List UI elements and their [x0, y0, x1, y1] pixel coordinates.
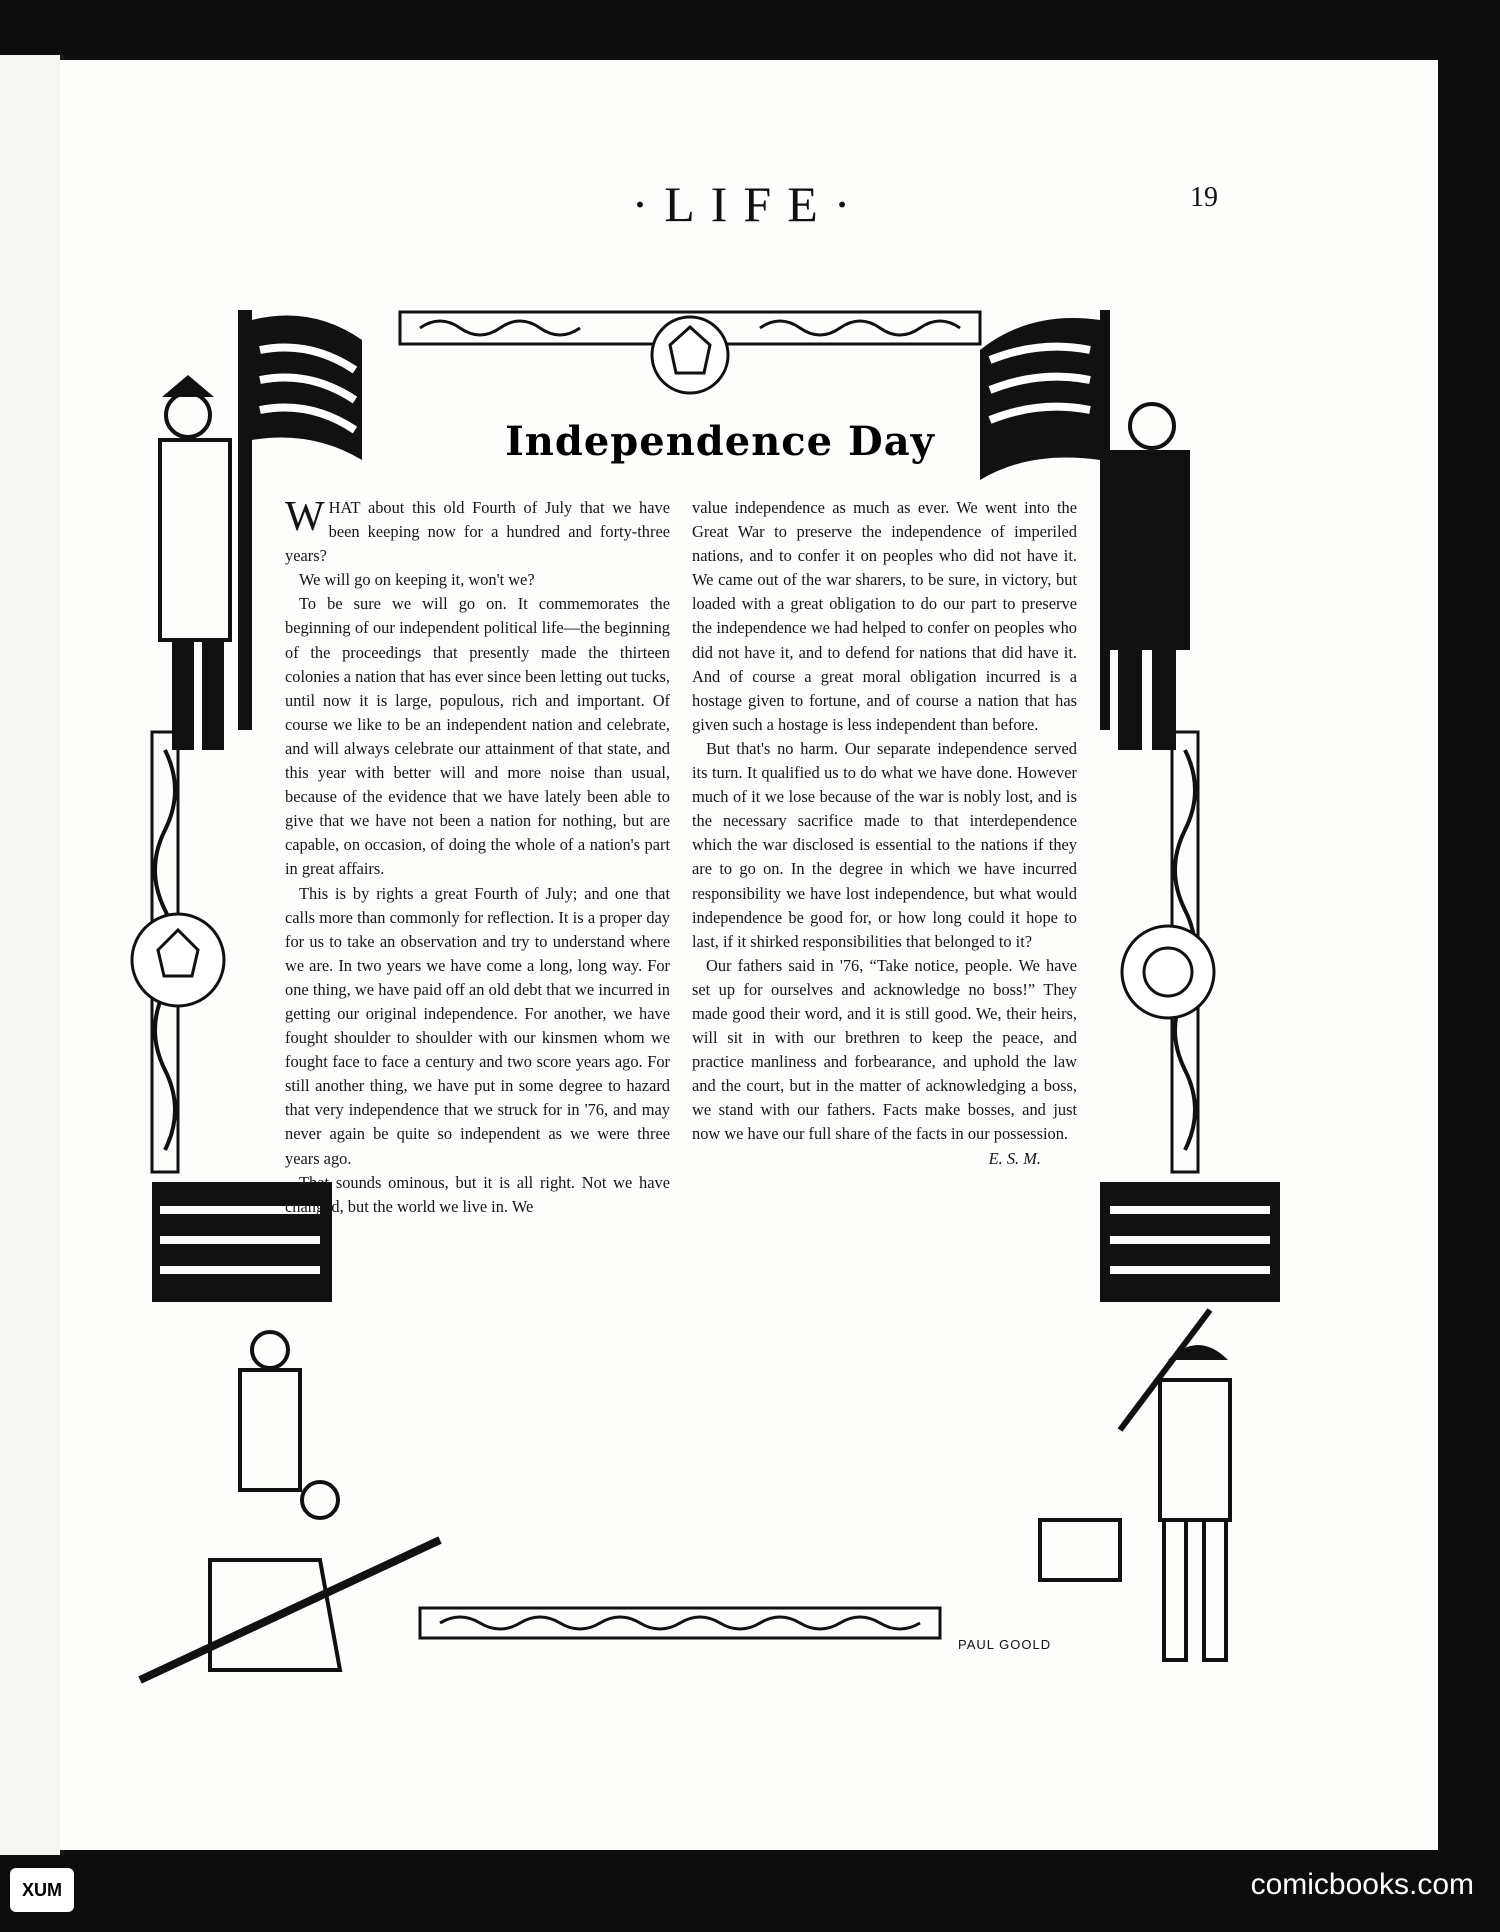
paragraph: To be sure we will go on. It commemorates the beginning of our independent political life—the beginning of the proceedings that presently made the thirteen colonies a nation that has ever since been letting out tucks, until now it is large, populous, rich and important. Of course we like to be an independent nation and celebrate, and will always celebrate our attainment of that state, and this year with better will and more noise than usual, because of the evidence that we have lately been able to give that we have not been a nation for nothing, but are capable, on occasion, of doing the whole of a nation's part in great affairs.: [285, 594, 670, 879]
right-laurel-frame: [1122, 732, 1214, 1172]
magazine-page: [60, 60, 1438, 1850]
paragraph: Our fathers said in '76, “Take notice, people. We have set up for ourselves and acknowledge no boss!” They made good their word, and it is still good. We, their heirs, will sit in with our brethren to keep the peace, and practice manliness and forbearance, and uphold the law and the court, but in the matter of acknowledging a boss, we stand with our fathers. Facts make bosses, and just now we have our full share of the facts in our possession.: [692, 955, 1077, 1144]
bottom-left-soldiers: [140, 1182, 440, 1680]
lead-paragraph: [285, 496, 670, 568]
article-column-left: [285, 496, 670, 1219]
article-title: Independence Day: [505, 418, 935, 465]
site-watermark: comicbooks.com: [1250, 1868, 1474, 1901]
paragraph: This is by rights a great Fourth of July; and one that calls more than commonly for reflection. It is a proper day for us to take an observation and try to understand where we are. In two years we have come a long, long way. For one thing, we have paid off an old debt that we incurred in getting our original independence. For another, we have fought shoulder to shoulder with our kinsmen whom we fought face to face a century and two score years ago. For still another thing, we have put in some degree to hazard that very independence that we struck for in '76, and may never again be quite so independent as we were three years ago.: [285, 883, 670, 1168]
paragraph: But that's no harm. Our separate independence served its turn. It qualified us to do what we have done. However much of it we lose because of the war is nobly lost, and is the necessary sacrifice made to that interdependence which the war disclosed is essential to the nations if they are to go on. In the degree in which we have incurred responsibility we have lost independence, but what would independence be good for, or how long could it hope to last, if it shirked responsibilities that belonged to it?: [692, 738, 1077, 951]
top-eagle-banner: [400, 312, 980, 393]
left-laurel-frame: [132, 732, 224, 1172]
lead-text: HAT about this old Fourth of July that we have been keeping now for a hundred and forty-three years?: [285, 498, 670, 566]
artist-credit: PAUL GOOLD: [958, 1637, 1052, 1652]
article-column-right: [692, 496, 1077, 1171]
masthead: ·LIFE·: [631, 176, 867, 232]
paragraph: That sounds ominous, but it is all right. Not we have changed, but the world we live in. We: [285, 1172, 670, 1216]
book-spine-left-page: [0, 55, 64, 1855]
page-number: 19: [1190, 182, 1218, 213]
drop-cap: W: [285, 494, 325, 540]
author-signature: E. S. M.: [988, 1148, 1041, 1168]
paragraph: value independence as much as ever. We went into the Great War to preserve the independence of imperiled nations, and to confer it on peoples who did not have it. We came out of the war sharers, to be sure, in victory, but loaded with a great obligation to do our part to preserve the independence we had helped to confer on peoples who did not have it, and to defend for nations that did have it. And of course a great moral obligation incurred is a hostage given to fortune, and of course a nation that has given such a hostage is less independent than before.: [692, 498, 1077, 734]
corner-tag-watermark: XUM: [10, 1868, 74, 1912]
bottom-wreath-banner: [420, 1608, 940, 1638]
paragraph: We will go on keeping it, won't we?: [299, 570, 535, 590]
bottom-right-doughboys: [1040, 1182, 1280, 1660]
